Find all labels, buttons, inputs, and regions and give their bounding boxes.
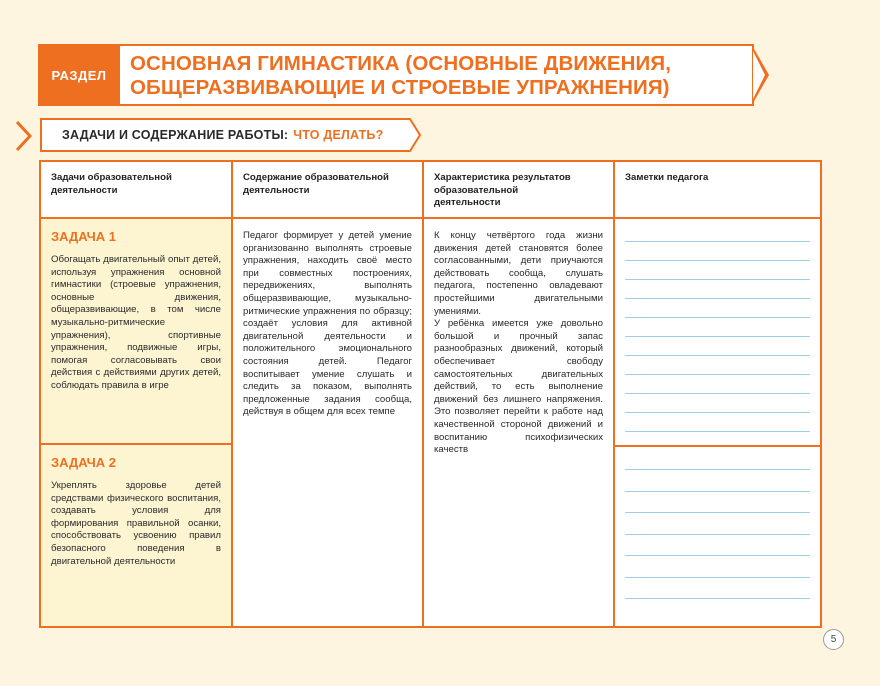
note-line (625, 279, 810, 280)
results-cell (424, 219, 613, 468)
teacher-notes-area[interactable] (615, 219, 820, 626)
note-line (625, 577, 810, 578)
column-header-content: Содержание образовательной деятельности (233, 162, 422, 219)
section-header (38, 44, 754, 106)
task-2-title: ЗАДАЧА 2 (51, 455, 117, 470)
note-line (625, 241, 810, 242)
note-line (625, 534, 810, 535)
note-line (625, 431, 810, 432)
task-1-cell (41, 219, 231, 445)
column-results (422, 162, 613, 626)
note-line (625, 317, 810, 318)
note-line (625, 336, 810, 337)
subheader-label: ЗАДАЧИ И СОДЕРЖАНИЕ РАБОТЫ: (62, 128, 289, 142)
tasks-subheader (40, 118, 408, 152)
section-title-line-1: ОСНОВНАЯ ГИМНАСТИКА (ОСНОВНЫЕ ДВИЖЕНИЯ, (130, 52, 672, 75)
task-1-text: Обогащать двигательный опыт детей, используя упражнения основной гимнастики (строевые упражнения, основные движения, общеразвивающие, в том числе музыкально-ритмические упражнения), спортивные упражнения, подвижные игры, помогая согласовывать свои действия с действиями других детей, соблюдать правила в игре (51, 254, 221, 391)
section-title-line-2: ОБЩЕРАЗВИВАЮЩИЕ И СТРОЕВЫЕ УПРАЖНЕНИЯ) (130, 76, 670, 99)
content-cell (233, 219, 422, 430)
column-tasks (41, 162, 231, 626)
note-line (625, 412, 810, 413)
column-header-notes: Заметки педагога (615, 162, 820, 219)
column-header-results: Характеристика результатов образовательной деятельности (424, 162, 613, 219)
column-content (231, 162, 422, 626)
header-arrow-inner (753, 51, 765, 99)
section-title-box (120, 44, 754, 106)
column-notes (613, 162, 820, 626)
note-line (625, 512, 810, 513)
task-1-title: ЗАДАЧА 1 (51, 229, 117, 244)
note-line (625, 598, 810, 599)
note-line (625, 469, 810, 470)
content-table (39, 160, 822, 628)
note-line (625, 555, 810, 556)
chevron-right-icon (14, 119, 34, 153)
note-line (625, 298, 810, 299)
note-line (625, 491, 810, 492)
page-number: 5 (823, 629, 844, 650)
content-text: Педагог формирует у детей умение организованно выполнять строевые упражнения, находить своё место при совместных построениях, передвижениях, выполнять общеразвивающие, музыкально-ритмические упражнения по образцу; создаёт условия для активной двигательной деятельности и положительного эмоционального состояния детей. Педагог воспитывает умение слушать и следить за показом, выполнять предложенные задания сообща, действуя в общем для всех темпе (243, 230, 412, 418)
note-line (625, 374, 810, 375)
task-2-cell (41, 445, 231, 626)
note-line (625, 393, 810, 394)
task-2-text: Укреплять здоровье детей средствами физического воспитания, создавать условия для формирования правильной осанки, способствовать усвоению правил безопасного поведения в двигательной деятельности (51, 480, 221, 567)
notes-divider (615, 445, 820, 447)
note-line (625, 355, 810, 356)
column-header-tasks: Задачи образовательной деятельности (41, 162, 231, 219)
subheader-accent: ЧТО ДЕЛАТЬ? (293, 128, 384, 142)
subheader-tip-icon (406, 118, 422, 152)
note-line (625, 260, 810, 261)
results-text: К концу четвёртого года жизни движения детей становятся более согласованными, дети приучаются действовать сообща, слушать педагога, постепенно овладевают простейшими двигательными умениями. У ребёнка имеется уже довольно большой и прочный запас разнообразных движений, который обеспечивает свободу самостоятельных двигательных действий, то есть выполнение движений без лишнего напряжения. Это позволяет перейти к работе над качественной стороной движений и воспитанию психофизических качеств (434, 230, 603, 456)
section-tag: РАЗДЕЛ (38, 44, 120, 106)
